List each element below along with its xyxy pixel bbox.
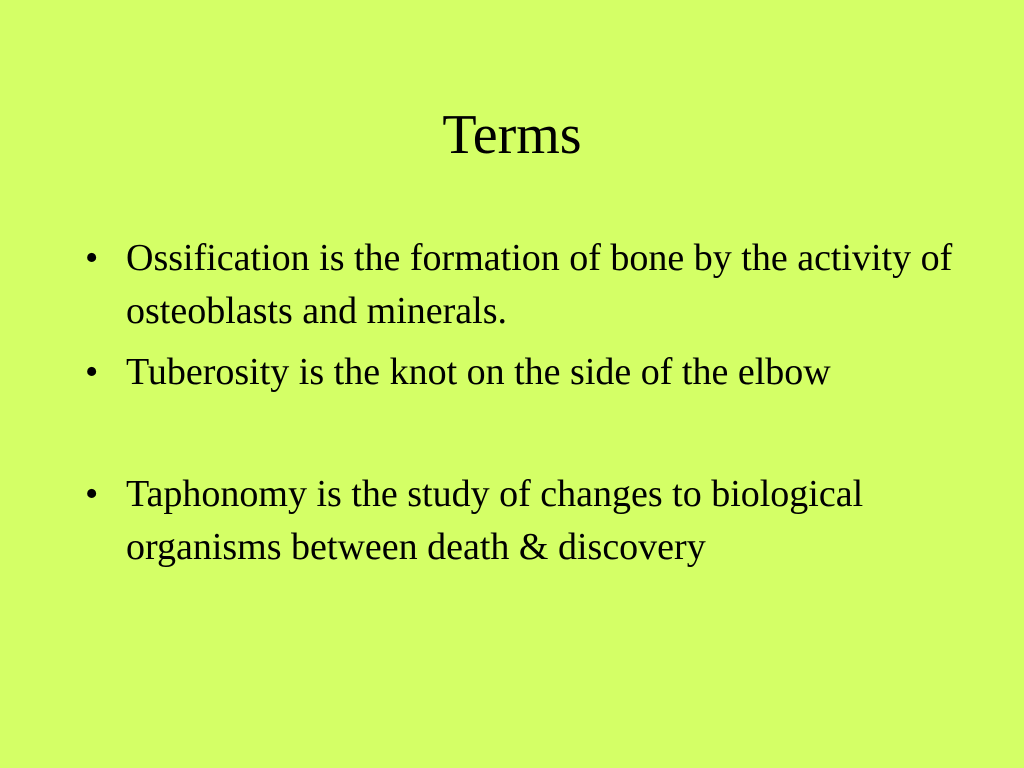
bullet-text: Taphonomy is the study of changes to biological organisms between death & discovery (126, 473, 864, 568)
bullet-dot-icon: • (85, 237, 99, 279)
bullet-dot-icon: • (85, 351, 99, 393)
bullet-item-taphonomy (85, 468, 965, 574)
bullet-list (85, 232, 965, 574)
bullet-text: Tuberosity is the knot on the side of the elbow (126, 351, 831, 393)
slide-title: Terms (442, 104, 582, 166)
bullet-item-ossification (85, 232, 965, 338)
bullet-item-tuberosity (85, 346, 965, 399)
bullet-dot-icon: • (85, 473, 99, 515)
bullet-text: Ossification is the formation of bone by the activity of osteoblasts and minerals. (126, 237, 953, 332)
